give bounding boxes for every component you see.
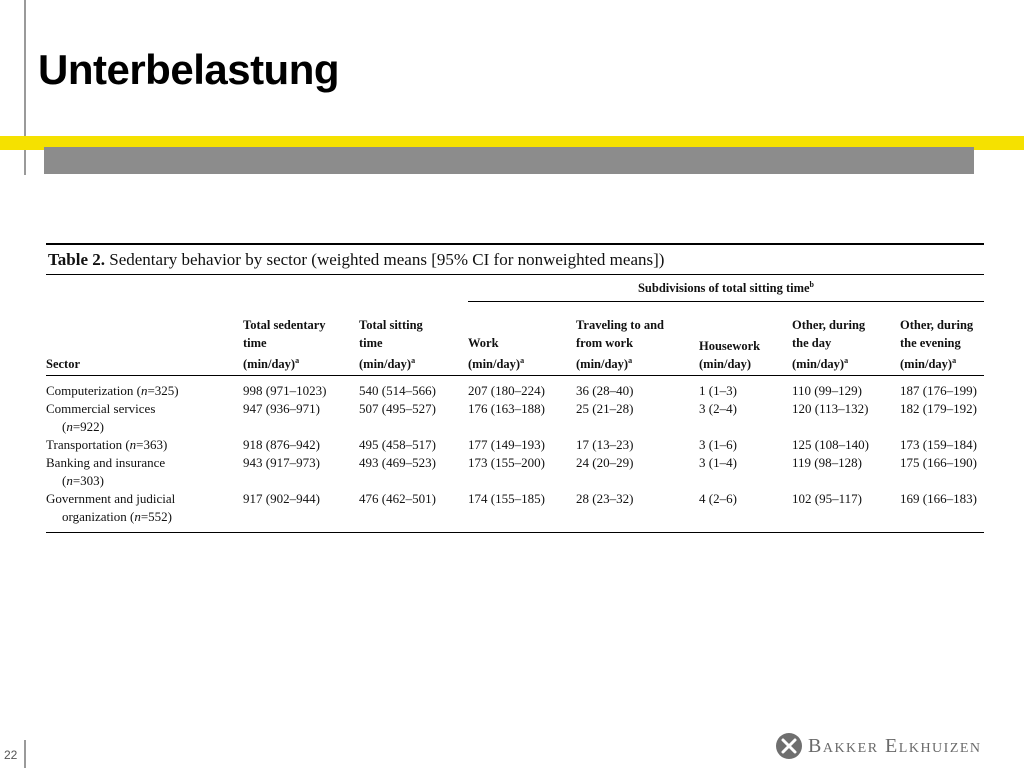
column-header-line: Total sitting [359,318,423,332]
footnote-marker: a [628,356,633,365]
value-cell: 507 (495–527) [359,401,436,417]
column-header-line: Sector [46,357,81,372]
column-header-line: (min/day) [243,357,296,372]
value-cell: 119 (98–128) [792,455,862,471]
company-logo-text: Bakker Elkhuizen [808,734,982,757]
value-cell: 24 (20–29) [576,455,634,471]
column-header-line: (min/day) [792,357,845,372]
column-header-row [46,302,984,376]
column-header-line: (min/day) [468,357,521,372]
column-header-line: Housework [699,339,761,354]
column-header-line: (min/day) [900,357,953,372]
value-cell: 943 (917–973) [243,455,320,471]
gray-banner-bar [44,147,974,174]
column-header [359,302,468,376]
column-header-line: (min/day) [359,357,412,372]
column-header-line: time [243,336,267,350]
table-row [46,454,984,490]
table-caption-text: Sedentary behavior by sector (weighted means [95% CI for nonweighted means]) [109,250,665,269]
value-cell: 947 (936–971) [243,401,320,417]
table-row [46,400,984,436]
value-cell: 182 (179–192) [900,401,977,417]
sector-line: (n=303) [62,473,105,489]
value-cell: 4 (2–6) [699,491,737,507]
sector-line: Government and judicial [46,491,176,507]
value-cell: 3 (2–4) [699,401,737,417]
value-cell: 493 (469–523) [359,455,436,471]
sector-line: Computerization (n=325) [46,383,179,399]
table-bottom-rule [46,532,984,533]
column-header [243,302,359,376]
column-header-line: (min/day) [699,357,752,372]
data-table [46,275,984,526]
column-header-line: Other, during [792,318,866,332]
table-row [46,436,984,454]
footnote-marker: a [411,356,416,365]
footnote-marker: a [844,356,849,365]
company-logo [776,733,982,759]
slide-title: Unterbelastung [38,46,340,93]
value-cell: 540 (514–566) [359,383,436,399]
column-header-line: (min/day) [576,357,629,372]
column-header-line: the evening [900,336,961,350]
left-vertical-rule-bottom [24,740,26,768]
value-cell: 176 (163–188) [468,401,545,417]
table-caption-label: Table 2. [48,250,106,269]
column-header [46,302,243,376]
sector-cell [46,436,243,454]
value-cell: 120 (113–132) [792,401,869,417]
sector-line: Transportation (n=363) [46,437,168,453]
sector-line: (n=922) [62,419,105,435]
table-row [46,490,984,526]
value-cell: 169 (166–183) [900,491,977,507]
column-header-line: the day [792,336,832,350]
table-caption [46,245,984,274]
value-cell: 207 (180–224) [468,383,545,399]
sector-line: Banking and insurance [46,455,166,471]
sector-line: organization (n=552) [62,509,172,525]
value-cell: 918 (876–942) [243,437,320,453]
value-cell: 476 (462–501) [359,491,436,507]
value-cell: 177 (149–193) [468,437,545,453]
value-cell: 110 (99–129) [792,383,862,399]
value-cell: 173 (155–200) [468,455,545,471]
column-header-line: Work [468,336,499,350]
value-cell: 1 (1–3) [699,383,737,399]
value-cell: 125 (108–140) [792,437,869,453]
value-cell: 998 (971–1023) [243,383,327,399]
footnote-marker: a [295,356,300,365]
column-header [900,302,984,376]
value-cell: 28 (23–32) [576,491,634,507]
sector-cell [46,454,243,490]
column-header [468,302,576,376]
sedentary-table [46,243,984,533]
value-cell: 174 (155–185) [468,491,545,507]
table-row [46,376,984,400]
column-header-line: Total sedentary [243,318,326,332]
value-cell: 495 (458–517) [359,437,436,453]
value-cell: 3 (1–6) [699,437,737,453]
table-body [46,376,984,526]
value-cell: 102 (95–117) [792,491,862,507]
subdivisions-header: Subdivisions of total sitting time$^b$ [468,275,984,302]
value-cell: 187 (176–199) [900,383,977,399]
column-header [699,302,792,376]
column-header-line: Traveling to and [576,318,664,332]
page-number: 22 [4,748,18,762]
column-header-line: time [359,336,383,350]
value-cell: 175 (166–190) [900,455,977,471]
sector-cell [46,490,243,526]
sector-cell [46,376,243,400]
sector-cell [46,400,243,436]
value-cell: 36 (28–40) [576,383,634,399]
value-cell: 173 (159–184) [900,437,977,453]
column-header-line: from work [576,336,634,350]
column-header [576,302,699,376]
bakker-elkhuizen-mark-icon [776,733,802,759]
value-cell: 25 (21–28) [576,401,634,417]
value-cell: 3 (1–4) [699,455,737,471]
footnote-marker: a [952,356,957,365]
column-header [792,302,900,376]
value-cell: 917 (902–944) [243,491,320,507]
footnote-marker: a [520,356,525,365]
column-header-line: Other, during [900,318,974,332]
sector-line: Commercial services [46,401,156,417]
value-cell: 17 (13–23) [576,437,634,453]
